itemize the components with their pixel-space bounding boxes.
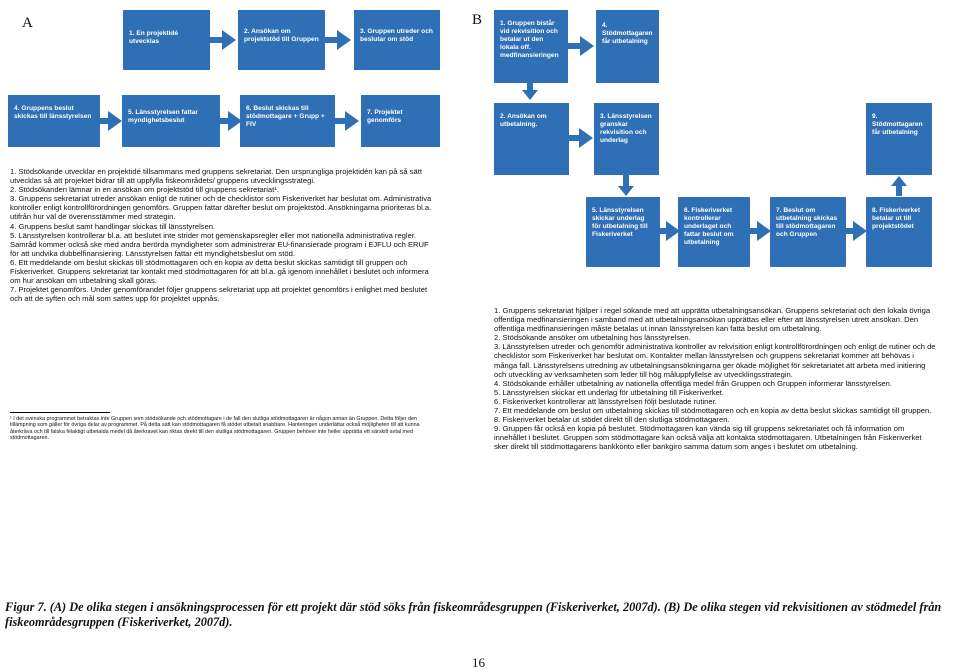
b-step-5-box: 5. Länsstyrelsen skickar underlag för utbetalning till Fiskeriverket: [586, 197, 660, 267]
b-step-7-box: 7. Beslut om utbetalning skickas till stödmottagaren och Gruppen: [770, 197, 846, 267]
arrow-right: [579, 128, 593, 148]
a-step-2-box: 2. Ansökan om projektstöd till Gruppen: [238, 10, 325, 70]
b-step-6-box: 6. Fiskeriverket kontrollerar underlaget och fattar beslut om utbetalning: [678, 197, 750, 267]
arrow-right: [757, 221, 771, 241]
arrow-right: [853, 221, 867, 241]
a-text-4: 4. Gruppens beslut samt handlingar skickas till länsstyrelsen.: [10, 221, 216, 231]
a-step-5-box: 5. Länsstyrelsen fattar myndighetsbeslut: [122, 95, 220, 147]
arrow-right: [580, 36, 594, 56]
arrow-right: [345, 111, 359, 131]
b-text-1: 1. Gruppens sekretariat hjälper i regel sökande med att upprätta utbetalningsansökan. Gruppens sekretariat och den lokala övriga offentliga medfinansieringen i samband med att utbetalningsansökan upprättas eller efter att länsstyrelsen utrett ansökan. Den offentliga medfinansieringen måste betalas ut innan länsstyrelsen kan fatta beslut om utbetalning.: [494, 306, 931, 334]
a-text-5: 5. Länsstyrelsen kontrollerar bl.a. att beslutet inte strider mot gemenskapsregler eller mot nationella administrativa regler. Samråd kommer också ske med andra berörda myndigheter som administrerar EU-finansierade program i EJFLU och ERUF för att undvika dubbelfinansiering. Länsstyrelsen fattar ett myndighetsbeslut om stöd.: [10, 230, 429, 258]
panel-a-step-descriptions: [10, 167, 438, 303]
a-text-1: 1. Stödsökande utvecklar en projektidé tillsammans med gruppens sekretariat. Den ursprungliga projektidén kan på så sätt utvecklas så att projektet bidrar till att uppfylla fiskeområdets/ gruppens utvecklingsstrategi.: [10, 167, 422, 186]
panel-a-label: A: [22, 15, 33, 31]
arrow-right: [337, 30, 351, 50]
b-text-3: 3. Länsstyrelsen utreder och genomför administrativa kontroller av rekvisition enligt kontrollförordningen och enligt de rutiner och de checklistor som Fiskeriverket har beslutat om. Kontakter mellan länsstyrelsen och gruppens sekretariat kommer att behövas i många fall. Länsstyrelsens utredning av utbetalningsansökningarna ger ökade möjlighet för sekretariatet att arbeta med initiering och utveckling av verksamheten som leder till hög måluppfyllelse av utvecklingsstrategin.: [494, 342, 936, 379]
b-text-2: 2. Stödsökande ansöker om utbetalning hos länsstyrelsen.: [494, 333, 691, 343]
arrow-down: [522, 90, 538, 100]
arrow-right: [108, 111, 122, 131]
b-text-6: 6. Fiskeriverket kontrollerar att länsstyrelsen följt beslutade rutiner.: [494, 396, 717, 406]
panel-b-label: B: [472, 12, 483, 28]
b-step-9-box: 9. Stödmottagaren får utbetalning: [866, 103, 932, 175]
panel-a-footnote: ¹ I det svenska programmet betraktas inte Gruppen som stödsökande och stödmottagare i de fall den slutliga stödmottagaren är någon annan än Gruppen. Detta följer den tillämpning som gäller för övriga delar av programmet. På detta sätt kan stödmottagaren få stödet utbetalt snabbare. Hanteringen underlättar också möjligheten till att kunna återkräva och till falska felaktigt utbetalda medel då återkravet kan riktas direkt till den slutliga stödmottagaren. Gruppen behöver inte heller upprätta ett särskilt avtal med stödmottagaren.: [10, 416, 420, 442]
a-text-7: 7. Projektet genomförs. Under genomförandet följer gruppens sekretariat upp att projektet genomförs i enlighet med beslutet och att de syften och mål som sattes upp för projektet uppnås.: [10, 285, 428, 304]
b-text-4: 4. Stödsökande erhåller utbetalning av nationella offentliga medel från Gruppen och Gruppen informerar länsstyrelsen.: [494, 378, 892, 388]
b-text-8: 8. Fiskeriverket betalar ut stödet direkt till den slutliga stödmottagaren.: [494, 415, 730, 425]
arrow-down: [618, 186, 634, 196]
b-step-1-box: 1. Gruppen bistår vid rekvisition och betalar ut den lokala off. medfinansieringen: [494, 10, 568, 83]
panel-b-step-descriptions: [494, 306, 936, 452]
a-step-1-box: 1. En projektidé utvecklas: [123, 10, 210, 70]
footnote-rule: [10, 412, 110, 413]
a-text-6: 6. Ett meddelande om beslut skickas till stödmottagaren och en kopia av detta beslut skickas samtidigt till gruppen och Fiskeriverket. Gruppens sekretariat tar kontakt med stödmottagaren för att bl.a. gå igenom innehållet i beslutet och informera om hur ansökan om utbetalning skall göras.: [10, 257, 429, 286]
b-step-8-box: 8. Fiskeriverket betalar ut till projektstödet: [866, 197, 932, 267]
arrow-up: [891, 176, 907, 186]
b-text-7: 7. Ett meddelande om beslut om utbetalning skickas till stödmottagaren och en kopia av detta beslut skickas samtidigt till gruppen.: [494, 406, 932, 416]
a-step-7-box: 7. Projektet genomförs: [361, 95, 440, 147]
b-step-2-box: 2. Ansökan om utbetalning.: [494, 103, 569, 175]
figure-caption: Figur 7. (A) De olika stegen i ansökningsprocessen för ett projekt där stöd söks från fiskeområdesgruppen (Fiskeriverket, 2007d). (B) De olika stegen vid rekvisitionen av stödmedel från fiskeområdesgruppen (Fiskeriverket, 2007d).: [5, 600, 942, 629]
a-step-6-box: 6. Beslut skickas till stödmottagare + Grupp + FIV: [240, 95, 335, 147]
a-text-3: 3. Gruppens sekretariat utreder ansökan enligt de rutiner och de checklistor som Fiskeriverket har beslutat om. Administrativa kontroller enligt kontrollförordningen genomförs. Gruppen fattar därefter beslut om projektstöd. Ansökningarna prioriteras bl.a. utifrån hur väl de överensstämmer med strategin.: [10, 194, 432, 222]
a-text-2: 2. Stödsökanden lämnar in en ansökan om projektstöd till gruppens sekretariat¹.: [10, 185, 279, 195]
a-step-4-box: 4. Gruppens beslut skickas till länsstyrelsen: [8, 95, 100, 147]
arrow-right: [222, 30, 236, 50]
b-step-3-box: 3. Länsstyrelsen granskar rekvisition och underlag: [594, 103, 659, 175]
page-number: 16: [472, 655, 485, 670]
a-step-3-box: 3. Gruppen utreder och beslutar om stöd: [354, 10, 440, 70]
b-text-9: 9. Gruppen får också en kopia på beslutet. Stödmottagaren kan vända sig till gruppens sekretariatet och få information om innehållet i beslutet. Gruppen som stödmottagare kan också välja att kontakta stödmottagaren. Utbetalningen från Fiskeriverket sker direkt till stödmottagarens bankkonto eller bankgiro samma datum som anges i beslutet om utbetalning.: [494, 424, 922, 452]
b-step-4-box: 4. Stödmottagaren får utbetalning: [596, 10, 659, 83]
b-text-5: 5. Länsstyrelsen skickar ett underlag för utbetalning till Fiskeriverket.: [494, 387, 725, 397]
